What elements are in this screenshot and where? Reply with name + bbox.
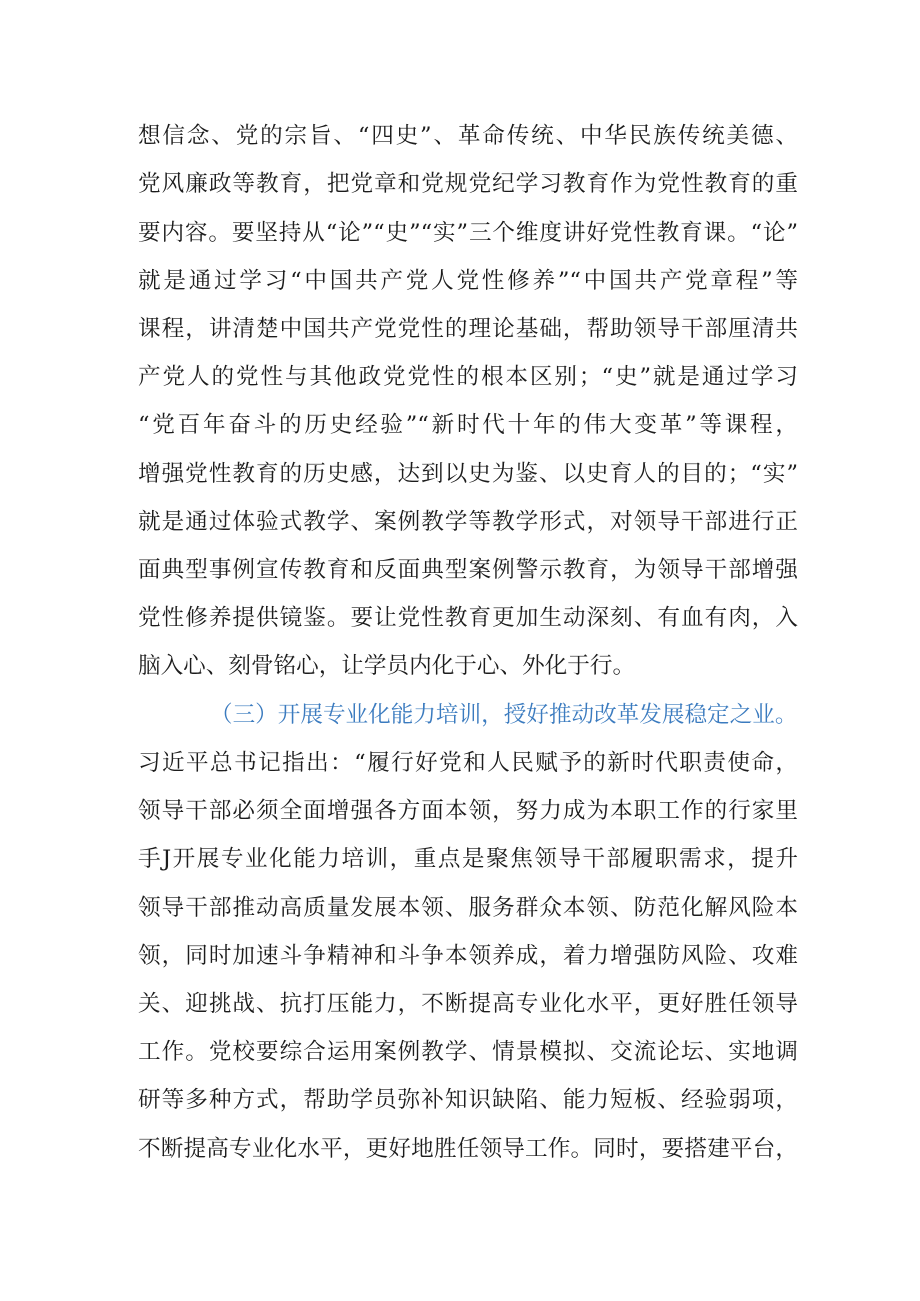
body-text-line: 领导干部必须全面增强各方面本领，努力成为本职工作的行家里 xyxy=(138,798,798,824)
body-text-line: 领，同时加速斗争精神和斗争本领养成，着力增强防风险、攻难 xyxy=(138,943,798,969)
body-text-line: 脑入心、刻骨铭心，让学员内化于心、外化于行。 xyxy=(138,653,636,679)
body-text-line: 习近平总书记指出：“履行好党和人民赋予的新时代职责使命， xyxy=(138,750,798,776)
body-text-line: 手J开展专业化能力培训，重点是聚焦领导干部履职需求，提升 xyxy=(138,846,798,872)
body-text-line: 就是通过体验式教学、案例教学等教学形式，对领导干部进行正 xyxy=(138,509,798,535)
body-text-line: 党风廉政等教育，把党章和党规党纪学习教育作为党性教育的重 xyxy=(138,171,798,197)
body-text-line: 要内容。要坚持从“论”“史”“实”三个维度讲好党性教育课。“论” xyxy=(138,220,798,246)
body-text-line: 不断提高专业化水平，更好地胜任领导工作。同时，要搭建平台， xyxy=(138,1136,798,1162)
section-heading: （三）开展专业化能力培训，授好推动改革发展稳定之业。 xyxy=(210,702,798,728)
body-text-line: 增强党性教育的历史感，达到以史为鉴、以史育人的目的；“实” xyxy=(138,461,798,487)
body-text-line: 想信念、党的宗旨、“四史”、革命传统、中华民族传统美德、 xyxy=(138,123,798,149)
body-text-line: 课程，讲清楚中国共产党党性的理论基础，帮助领导干部厘清共 xyxy=(138,316,798,342)
body-text-line: 产党人的党性与其他政党党性的根本区别；“史”就是通过学习 xyxy=(138,364,798,390)
body-text-line: 领导干部推动高质量发展本领、服务群众本领、防范化解风险本 xyxy=(138,895,798,921)
body-text-line: 党性修养提供镜鉴。要让党性教育更加生动深刻、有血有肉，入 xyxy=(138,605,798,631)
body-text-line: “党百年奋斗的历史经验”“新时代十年的伟大变革”等课程， xyxy=(138,412,798,438)
body-text-line: 研等多种方式，帮助学员弥补知识缺陷、能力短板、经验弱项， xyxy=(138,1087,798,1113)
body-text-line: 就是通过学习“中国共产党人党性修养”“中国共产党章程”等 xyxy=(138,268,798,294)
body-text-line: 关、迎挑战、抗打压能力，不断提高专业化水平，更好胜任领导 xyxy=(138,991,798,1017)
body-text-line: 工作。党校要综合运用案例教学、情景模拟、交流论坛、实地调 xyxy=(138,1039,798,1065)
body-text-line: 面典型事例宣传教育和反面典型案例警示教育，为领导干部增强 xyxy=(138,557,798,583)
